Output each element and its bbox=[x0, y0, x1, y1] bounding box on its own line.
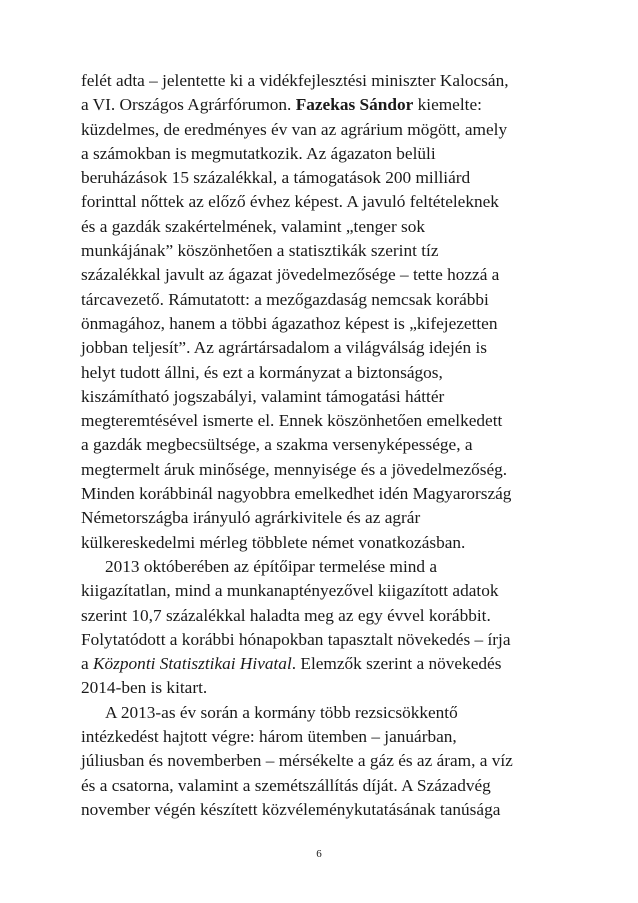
text-line bbox=[81, 725, 571, 749]
text-line bbox=[81, 774, 571, 798]
text-line bbox=[81, 482, 571, 506]
text-line bbox=[81, 361, 571, 385]
page-number: 6 bbox=[316, 848, 322, 860]
text-line bbox=[81, 93, 571, 117]
text-line bbox=[81, 604, 571, 628]
text-segment: intézkedést hajtott végre: három ütemben – januárban, bbox=[81, 727, 457, 747]
text-segment: és a csatorna, valamint a szemétszállítás díját. A Századvég bbox=[81, 775, 491, 795]
text-segment: kiemelte: bbox=[413, 95, 482, 115]
text-segment: megtermelt áruk minősége, mennyisége és a jövedelmezőség. bbox=[81, 459, 508, 479]
text-line bbox=[81, 69, 571, 93]
body-text bbox=[81, 69, 571, 822]
text-line bbox=[81, 336, 571, 360]
text-segment: beruházások 15 százalékkal, a támogatások 200 milliárd bbox=[81, 168, 471, 188]
text-segment: forinttal nőttek az előző évhez képest. A javuló feltételeknek bbox=[81, 192, 499, 212]
text-line bbox=[81, 142, 571, 166]
paragraph bbox=[81, 701, 571, 822]
text-segment: kiszámítható jogszabályi, valamint támogatási háttér bbox=[81, 386, 445, 406]
text-segment: külkereskedelmi mérleg többlete német vonatkozásban. bbox=[81, 532, 466, 552]
text-line bbox=[81, 652, 571, 676]
text-segment: . Elemzők szerint a növekedés bbox=[291, 654, 502, 674]
text-segment: Minden korábbinál nagyobbra emelkedhet idén Magyarország bbox=[81, 484, 512, 504]
italic-text: Központi Statisztikai Hivatal bbox=[93, 654, 292, 674]
text-segment: kiigazítatlan, mind a munkanaptényezővel kiigazított adatok bbox=[81, 581, 499, 601]
text-line bbox=[81, 239, 571, 263]
text-segment: a számokban is megmutatkozik. Az ágazaton belüli bbox=[81, 143, 436, 163]
text-line bbox=[81, 288, 571, 312]
text-segment: jobban teljesít”. Az agrártársadalom a világválság idején is bbox=[81, 338, 487, 358]
text-segment: és a gazdák szakértelmének, valamint „tenger sok bbox=[81, 216, 426, 236]
text-segment: november végén készített közvéleménykutatásának tanúsága bbox=[81, 799, 501, 819]
text-line bbox=[81, 409, 571, 433]
text-line bbox=[81, 433, 571, 457]
text-line bbox=[81, 385, 571, 409]
text-line bbox=[81, 506, 571, 530]
text-line bbox=[81, 190, 571, 214]
text-segment: Folytatódott a korábbi hónapokban tapasztalt növekedés – írja bbox=[81, 629, 511, 649]
text-segment: júliusban és novemberben – mérsékelte a gáz és az áram, a víz bbox=[81, 751, 513, 771]
text-line bbox=[81, 263, 571, 287]
text-segment: küzdelmes, de eredményes év van az agrárium mögött, amely bbox=[81, 119, 508, 139]
text-segment: megteremtésével ismerte el. Ennek köszönhetően emelkedett bbox=[81, 411, 503, 431]
text-line bbox=[81, 531, 571, 555]
text-line bbox=[81, 215, 571, 239]
text-segment: százalékkal javult az ágazat jövedelmezősége – tette hozzá a bbox=[81, 265, 500, 285]
text-line bbox=[81, 458, 571, 482]
text-segment: Németországba irányuló agrárkivitele és az agrár bbox=[81, 508, 421, 528]
bold-text: Fazekas Sándor bbox=[295, 95, 414, 115]
text-line bbox=[81, 676, 571, 700]
text-segment: a gazdák megbecsültsége, a szakma versenyképessége, a bbox=[81, 435, 473, 455]
text-segment: szerint 10,7 százalékkal haladta meg az egy évvel korábbit. bbox=[81, 605, 491, 625]
text-line bbox=[81, 749, 571, 773]
text-segment: tárcavezető. Rámutatott: a mezőgazdaság nemcsak korábbi bbox=[81, 289, 489, 309]
text-segment: A 2013-as év során a kormány több rezsicsökkentő bbox=[105, 702, 458, 722]
text-segment: a bbox=[81, 654, 93, 674]
text-segment: felét adta – jelentette ki a vidékfejlesztési miniszter Kalocsán, bbox=[81, 71, 509, 90]
text-line bbox=[81, 798, 571, 822]
text-line bbox=[81, 579, 571, 603]
text-line bbox=[81, 166, 571, 190]
text-segment: önmagához, hanem a többi ágazathoz képest is „kifejezetten bbox=[81, 313, 498, 333]
paragraph bbox=[81, 555, 571, 701]
paragraph bbox=[81, 69, 571, 555]
text-line bbox=[81, 555, 571, 579]
text-segment: helyt tudott állni, és ezt a kormányzat a biztonságos, bbox=[81, 362, 443, 382]
text-segment: 2014-ben is kitart. bbox=[81, 678, 208, 698]
text-segment: 2013 októberében az építőipar termelése mind a bbox=[105, 556, 438, 576]
text-segment: munkájának” köszönhetően a statisztikák szerint tíz bbox=[81, 241, 439, 261]
text-line bbox=[81, 628, 571, 652]
text-segment: a VI. Országos Agrárfórumon. bbox=[81, 95, 296, 115]
text-line bbox=[81, 118, 571, 142]
text-line bbox=[81, 701, 571, 725]
text-line bbox=[81, 312, 571, 336]
